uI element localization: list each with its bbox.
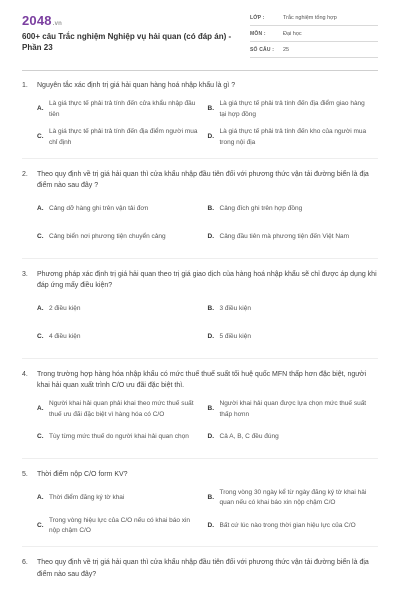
option-letter: A. <box>37 105 44 113</box>
question-text <box>22 169 378 192</box>
option-letter: C. <box>37 333 44 341</box>
option-text: 5 điều kiện <box>219 333 251 341</box>
question-item <box>22 80 378 159</box>
info-row-class <box>250 10 378 26</box>
question-number: 1. <box>22 82 28 89</box>
document-title: 600+ câu Trắc nghiệm Nghiệp vụ hải quan (có đáp án) - Phần 23 <box>22 32 232 52</box>
question-separator <box>22 458 378 459</box>
answer-option[interactable] <box>37 98 208 122</box>
option-text: Là giá thực tế phải trả tính đến kho của người mua trong nội địa <box>219 128 367 146</box>
header-divider <box>22 70 378 71</box>
answer-option[interactable] <box>37 514 208 538</box>
answer-option[interactable] <box>208 198 379 222</box>
answer-option[interactable] <box>208 98 379 122</box>
option-letter: D. <box>207 133 214 141</box>
option-letter: A. <box>37 405 44 413</box>
option-text: Cảng dỡ hàng ghi trên vận tải đơn <box>49 205 149 213</box>
question-text <box>22 369 378 392</box>
answer-option[interactable] <box>37 126 208 150</box>
answer-option[interactable] <box>37 226 208 250</box>
answer-option[interactable] <box>208 426 379 450</box>
info-value: 25 <box>283 46 290 53</box>
info-value: Trắc nghiệm tổng hợp <box>283 14 337 21</box>
info-row-count <box>250 42 378 58</box>
question-number: 5. <box>22 470 28 478</box>
question-list <box>22 80 378 590</box>
answer-option[interactable] <box>208 298 379 322</box>
option-text: Cảng biển nơi phương tiện chuyển cảng <box>49 233 166 241</box>
question-text <box>22 469 378 481</box>
option-letter: C. <box>37 233 44 241</box>
info-panel <box>250 10 378 58</box>
option-text: 3 điều kiện <box>219 305 251 313</box>
option-text: 4 điều kiện <box>49 333 81 341</box>
question-separator <box>22 358 378 359</box>
option-text: Là giá thực tế phải trả tính đến địa điểm giao hàng tại hợp đồng <box>219 100 365 118</box>
info-label: MÔN : <box>250 30 266 37</box>
question-item <box>22 269 378 359</box>
question-item <box>22 369 378 459</box>
option-letter: B. <box>207 105 214 113</box>
option-letter: A. <box>37 305 44 313</box>
answer-option[interactable] <box>37 426 208 450</box>
question-body: Nguyên tắc xác định trị giá hải quan hàng hoá nhập khẩu là gì ? <box>37 82 236 89</box>
logo-main: 2048 <box>22 13 52 28</box>
question-number: 4. <box>22 370 28 378</box>
option-letter: B. <box>207 493 214 501</box>
answer-option[interactable] <box>37 298 208 322</box>
question-body: Trong trường hợp hàng hóa nhập khẩu có mức thuế thuế suất tối huệ quốc MFN thấp hơn đặc biệt, người khai hải quan xuất trình C/O ưu đãi đặc biệt thì. <box>37 370 367 389</box>
option-text: Người khai hải quan phải khai theo mức thuế suất thuế ưu đãi đặc biệt vì hàng hóa có C/O <box>49 400 194 418</box>
option-letter: B. <box>207 205 214 213</box>
question-text <box>22 557 378 580</box>
info-value: Đại học <box>283 30 302 37</box>
option-letter: D. <box>207 433 214 441</box>
option-text: Cảng đích ghi trên hợp đồng <box>219 205 303 213</box>
question-text <box>22 269 378 292</box>
option-text: Thời điểm đăng ký tờ khai <box>49 493 125 501</box>
answer-option[interactable] <box>208 486 379 510</box>
option-text: Cảng đầu tiên mà phương tiện đến Việt Nam <box>219 233 350 241</box>
option-text: Tùy từng mức thuế do người khai hải quan chọn <box>49 433 189 441</box>
question-item <box>22 169 378 259</box>
option-letter: A. <box>37 493 44 501</box>
question-number: 6. <box>22 559 28 566</box>
question-separator <box>22 546 378 547</box>
option-letter: D. <box>207 233 214 241</box>
answer-options <box>22 298 378 354</box>
answer-options <box>22 398 378 454</box>
option-text: Cả A, B, C đều đúng <box>219 433 279 441</box>
question-separator <box>22 158 378 159</box>
answer-option[interactable] <box>37 486 208 510</box>
answer-options <box>22 98 378 154</box>
question-body: Thời điểm nộp C/O form KV? <box>37 470 128 478</box>
answer-option[interactable] <box>37 326 208 350</box>
option-letter: B. <box>207 305 214 313</box>
question-number: 3. <box>22 270 28 278</box>
question-text <box>22 80 378 92</box>
option-letter: C. <box>37 133 44 141</box>
option-text: Người khai hải quan được lựa chọn mức thuế suất thấp hơnn <box>219 400 367 418</box>
logo-suffix: .vn <box>52 21 63 27</box>
option-letter: C. <box>37 521 44 529</box>
answer-option[interactable] <box>208 326 379 350</box>
answer-option[interactable] <box>208 398 379 422</box>
question-item <box>22 469 378 548</box>
answer-option[interactable] <box>208 226 379 250</box>
option-text: 2 điều kiện <box>49 305 81 313</box>
option-letter: D. <box>207 521 214 529</box>
option-text: Là giá thực tế phải trả tính đến cửa khẩu nhập đầu tiên <box>49 100 196 118</box>
answer-options <box>22 198 378 254</box>
question-item <box>22 557 378 580</box>
info-row-subject <box>250 26 378 42</box>
answer-option[interactable] <box>208 126 379 150</box>
site-logo[interactable] <box>22 13 62 28</box>
option-text: Bất cứ lúc nào trong thời gian hiệu lực của C/O <box>219 521 356 529</box>
option-letter: B. <box>207 405 214 413</box>
option-letter: D. <box>207 333 214 341</box>
answer-option[interactable] <box>208 514 379 538</box>
option-letter: A. <box>37 205 44 213</box>
option-text: Trong vòng 30 ngày kể từ ngày đăng ký tờ khai hải quan nếu có khai báo xin nộp chậm C/O <box>219 488 367 506</box>
question-body: Theo quy định về trị giá hải quan thì cửa khẩu nhập đầu tiên đối với phương thức vận tải đường biển là địa điểm nào sau đây? <box>37 559 369 578</box>
option-text: Trong vòng hiệu lực của C/O nếu có khai báo xin nộp chậm C/O <box>49 516 191 534</box>
question-body: Phương pháp xác định trị giá hải quan theo trị giá giao dịch của hàng hoá nhập khẩu sẽ chỉ được áp dụng khi đáp ứng mấy điều kiện? <box>37 270 377 289</box>
document-header <box>0 0 400 70</box>
info-label: LỚP : <box>250 14 265 21</box>
answer-options <box>22 486 378 542</box>
answer-option[interactable] <box>37 398 208 422</box>
answer-option[interactable] <box>37 198 208 222</box>
question-number: 2. <box>22 170 28 178</box>
option-letter: C. <box>37 433 44 441</box>
option-text: Là giá thực tế phải trả tính đến địa điểm người mua chỉ định <box>49 128 198 146</box>
question-separator <box>22 258 378 259</box>
question-body: Theo quy định về trị giá hải quan thì cửa khẩu nhập đầu tiên đối với phương thức vận tải đường biển là địa điểm nào sau đây ? <box>37 170 369 189</box>
info-label: SỐ CÂU : <box>250 46 275 53</box>
